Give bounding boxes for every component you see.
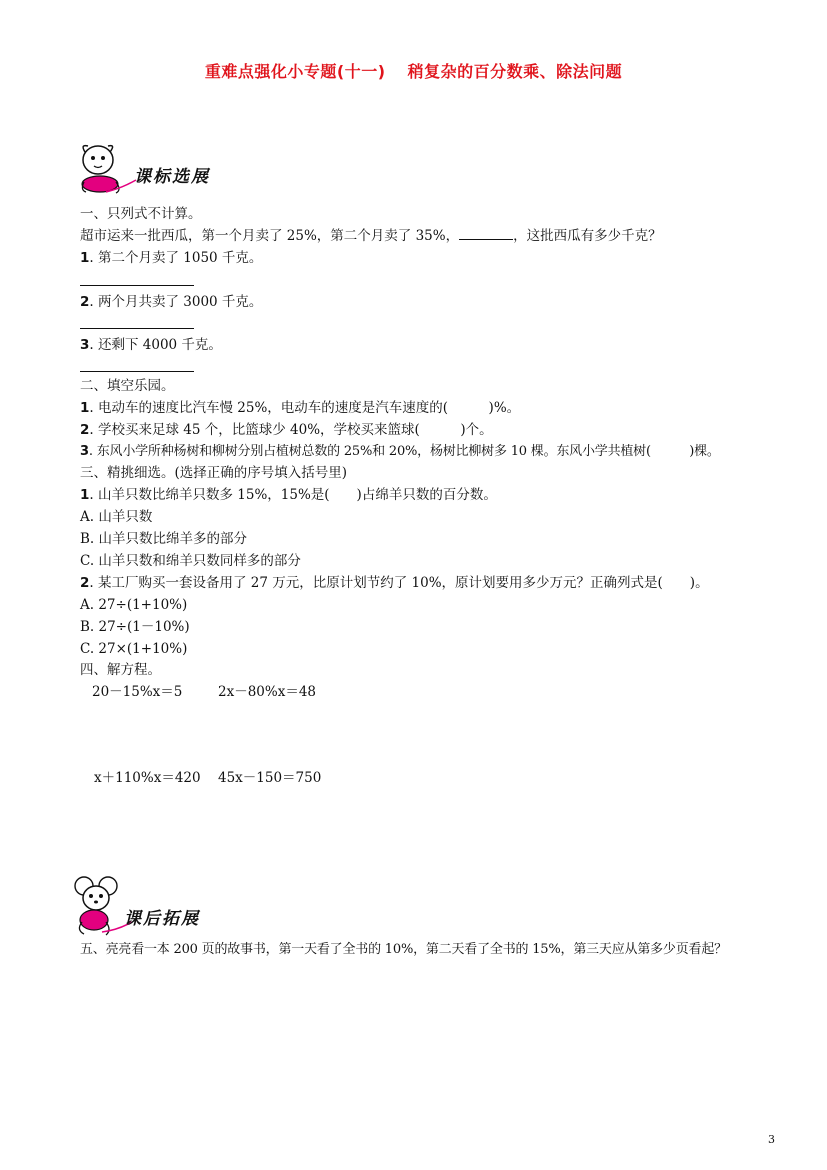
section3-q1: 1. 山羊只数比绵羊只数多 15%，15%是( )占绵羊只数的百分数。 xyxy=(80,487,497,503)
title-part2: 稍复杂的百分数乘、除法问题 xyxy=(407,62,623,81)
page-title xyxy=(0,62,827,82)
lesson-badge-bottom xyxy=(72,874,222,938)
option-c: C. 山羊只数和绵羊只数同样多的部分 xyxy=(80,553,301,569)
fill-blank[interactable] xyxy=(459,227,513,240)
option-a: A. 山羊只数 xyxy=(80,509,153,525)
equation-3: x＋110%x＝420 xyxy=(94,770,201,786)
section3-q2: 2. 某工厂购买一套设备用了 27 万元，比原计划节约了 10%，原计划要用多少万元？正确列式是( )。 xyxy=(80,575,709,591)
title-part1: 重难点强化小专题(十一) xyxy=(204,62,386,81)
cartoon-sheep-icon xyxy=(76,140,138,196)
option-a: A. 27÷(1+10%) xyxy=(80,597,188,613)
page-number: 3 xyxy=(768,1133,775,1146)
badge-top-label: 课标选展 xyxy=(134,167,210,187)
answer-line[interactable] xyxy=(80,328,194,329)
section3-heading: 三、精挑细选。(选择正确的序号填入括号里) xyxy=(80,465,348,481)
equation-4: 45x－150＝750 xyxy=(218,770,322,786)
equation-1: 20－15%x＝5 xyxy=(92,684,183,700)
option-c: C. 27×(1+10%) xyxy=(80,641,188,657)
answer-line[interactable] xyxy=(80,371,194,372)
section2-q2: 2. 学校买来足球 45 个，比篮球少 40%，学校买来篮球( )个。 xyxy=(80,422,493,438)
answer-line[interactable] xyxy=(80,285,194,286)
section1-intro: 超市运来一批西瓜，第一个月卖了 25%，第二个月卖了 35%， ，这批西瓜有多少千克？ xyxy=(80,228,662,244)
lesson-badge-top xyxy=(76,140,226,196)
section5-question: 五、亮亮看一本 200 页的故事书，第一天看了全书的 10%，第二天看了全书的 15%，第三天应从第多少页看起？ xyxy=(80,942,727,957)
option-b: B. 27÷(1－10%) xyxy=(80,619,190,635)
section2-q1: 1. 电动车的速度比汽车慢 25%，电动车的速度是汽车速度的( )%。 xyxy=(80,400,521,416)
badge-bottom-label: 课后拓展 xyxy=(124,909,200,929)
option-b: B. 山羊只数比绵羊多的部分 xyxy=(80,531,248,547)
section1-q1: 1. 第二个月卖了 1050 千克。 xyxy=(80,250,263,266)
section2-heading: 二、填空乐园。 xyxy=(80,378,175,394)
section4-heading: 四、解方程。 xyxy=(80,662,161,678)
section1-q2: 2. 两个月共卖了 3000 千克。 xyxy=(80,294,263,310)
section1-q3: 3. 还剩下 4000 千克。 xyxy=(80,337,222,353)
equation-2: 2x－80%x＝48 xyxy=(218,684,317,700)
section1-heading: 一、只列式不计算。 xyxy=(80,206,202,222)
section2-q3: 3. 东风小学所种杨树和柳树分别占植树总数的 25%和 20%，杨树比柳树多 10 棵。东风小学共植树( )棵。 xyxy=(80,444,720,459)
